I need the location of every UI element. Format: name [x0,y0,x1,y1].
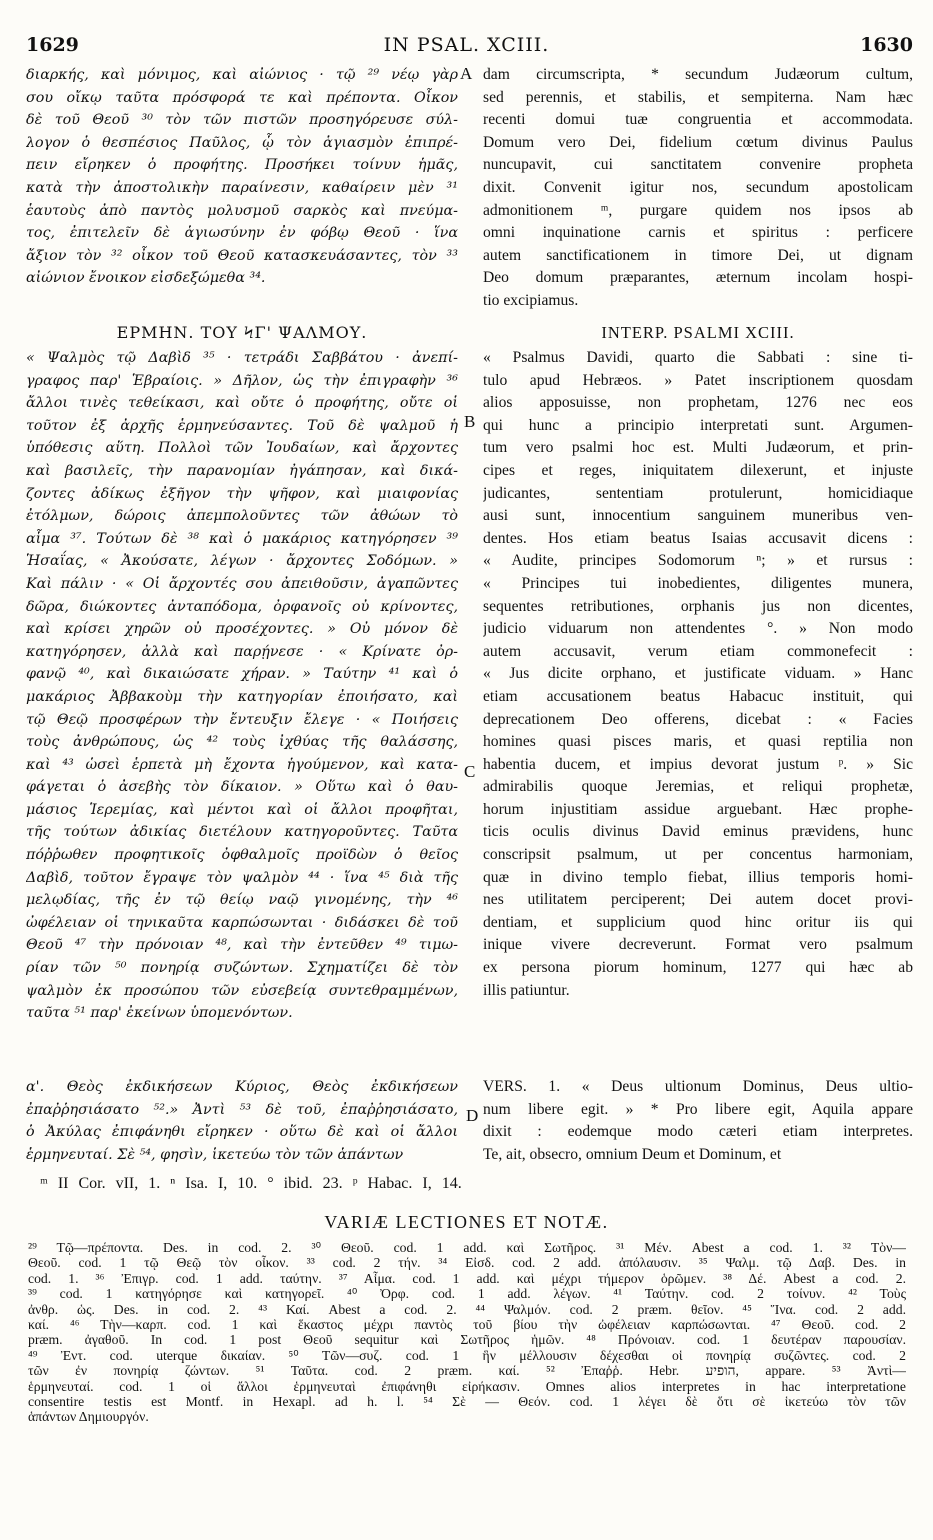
latin-text-line: tum vero psalmi hoc est. Multi Judæorum, et prin- [483,439,913,457]
variant-note-line: ²⁹ Τῷ—πρέποντα. Des. in cod. 2. ³⁰ Θεοῦ. cod. 1 add. καὶ Σωτῆρος. ³¹ Μέν. Abest a cod. 1. ³² Τὸν— [28,1240,906,1255]
latin-section-heading: INTERP. PSALMI XCIII. [601,323,795,342]
latin-text-line: autem accusavit, verum etiam commonefecit : [483,642,913,660]
greek-text-line: φανῷ ⁴⁰, καὶ δικαιώσατε χήραν. » Ταύτην ⁴¹ καὶ ὁ [26,666,458,683]
greek-text-line: καὶ κρίσει χηρῶν οὐ προσέχοντες. » Οὐ μόνον δὲ [26,621,458,638]
latin-text-line: quæ in divino templo fiebat, illius temporis homi- [483,868,913,886]
greek-text-line: λογον ὁ θεσπέσιος Παῦλος, ᾧ τὸν ἁγιασμὸν ἐπιπρέ- [26,134,458,151]
variant-note-line: cod. 1. ³⁶ Ἐπιγρ. cod. 1 add. ταύτην. ³⁷ Αἷμα. cod. 1 add. καὶ μέχρι τήμερον ὁρῶμεν. ³⁸ Δέ. Abest a cod. 2. [28,1270,906,1286]
greek-text-line: καὶ ⁴³ ὡσεὶ ἑρπετὰ μὴ ἔχοντα ἡγούμενον, καὶ κατα- [26,756,458,773]
greek-text-line: δῶρα, διώκοντες ἀνταπόδομα, ὀρφανοῖς οὐ κρίνοντες, [26,598,458,615]
margin-mark-d: D [466,1106,479,1125]
latin-text-line: sequentes retributiones, orphanis jus non dicentes, [483,597,913,615]
latin-text-line: ex persona piorum hominum, 1277 qui hæc ab [483,959,913,977]
margin-mark-b: B [464,412,476,431]
variae-lectiones-title: VARIÆ LECTIONES ET NOTÆ. [324,1212,609,1232]
latin-text-line: cipes et reges, iniquitatem dilexerunt, et injuste [483,461,913,479]
greek-text-line: Θεοῦ ⁴⁷ τὴν πρόνοιαν ⁴⁸, καὶ τὴν ἐντεῦθεν ⁴⁹ τιμω- [26,937,458,954]
greek-text-line: μακάριος Ἀββακοὺμ τὴν κατηγορίαν ἐποιήσατο, καὶ [26,688,458,705]
latin-text-line: VERS. 1. « Deus ultionum Dominus, Deus ultio- [483,1078,913,1095]
latin-text-line: habentia ducem, et impius devorat justum ᵖ. » Sic [483,755,913,773]
latin-text-line: « Principes tui inobedientes, diligentes munera, [483,574,913,592]
latin-verse-block [483,1076,913,1166]
greek-text-line: ὁ Ἀκύλας ἐπιφάνηθι εἴρηκεν · οὕτω δὲ καὶ οἱ ἄλλοι [26,1124,458,1141]
variant-note-line: ³⁹ cod. 1 κατηγόρησε καὶ κατηγορεῖ. ⁴⁰ Ὀρφ. cod. 1 add. λέγων. ⁴¹ Ταύτην. cod. 2 τοίνυν. ⁴² Τοὺς [28,1286,906,1302]
page-header [20,26,913,66]
greek-text-line: Δαβὶδ, τοῦτον ἔγραψε τὸν ψαλμὸν ⁴⁴ · ἵνα ⁴⁵ διὰ τῆς [26,869,458,886]
latin-text-line: « Audite, principes Sodomorum ⁿ; » et rursus : [483,552,913,570]
running-title: IN PSAL. XCIII. [383,34,550,56]
greek-text-line: διαρκής, καὶ μόνιμος, καὶ αἰώνιος · τῷ ²⁹ νέῳ γὰρ [26,67,458,83]
greek-text-line: ἐτόλμων, δώροις ἀπεμπολοῦντες τῶν ἀθώων τὸ [26,508,458,525]
greek-text-line: μελῳδίας, τῆς ἐν τῷ θείῳ ναῷ γινομένης, τὴν ⁴⁶ [26,892,458,909]
greek-text-line: ὑπόθεσις αὕτη. Πολλοὶ τῶν Ἰουδαίων, καὶ ἄρχοντες [26,440,458,457]
page-number-right: 1630 [860,34,913,56]
latin-text-line: conscripsit psalmum, ut per concentus harmoniam, [483,846,913,864]
latin-text-line: tulo apud Hebræos. » Patet inscriptionem quosdam [483,371,913,389]
footnote-references: ᵐ II Cor. vII, 1. ⁿ Isa. I, 10. ° ibid. 23. ᵖ Habac. I, 14. [40,1175,462,1192]
greek-top-block [26,64,458,290]
latin-text-line: nuncupavit, cui sanctitatem convenire propheta [483,156,913,174]
greek-text-line: αἰώνιον ἔνοικον εἰσδεξώμεθα ³⁴. [26,270,266,287]
greek-text-line: ἐπαῤῥησιάσατο ⁵².» Ἀντὶ ⁵³ δὲ τοῦ, ἐπαῤῥησιάσατο, [26,1101,458,1118]
margin-mark-c: C [464,762,476,781]
greek-text-line: αἷμα ³⁷. Τούτων δὲ ³⁸ καὶ ὁ μακάριος κατηγόρησεν ³⁹ [26,530,458,547]
latin-text-line: num libere egit. » * Pro libere egit, Aquila appare [483,1100,913,1118]
greek-text-line: ζοντες ἀδίκως ἐξῆγον τὴν ψῆφον, καὶ μιαιφονίας [26,485,458,502]
greek-text-line: τοῦτον ἐξ ἀρχῆς ἑρμηνεύσαντες. Τοῦ δὲ ψαλμοῦ ἡ [26,417,458,434]
latin-text-line: ticis oculis divinus David eminus prævidens, hunc [483,823,913,841]
latin-text-line: Te, ait, obsecro, omnium Deum et Dominum, et [483,1145,782,1163]
latin-text-line: judicantes, sententiam protulerunt, homicidiaque [483,484,913,502]
greek-text-line: Καὶ πάλιν · « Οἱ ἄρχοντές σου ἀπειθοῦσιν, ἀγαπῶντες [26,575,458,592]
variae-notes-block [28,1240,906,1425]
latin-text-line: admonitionem ᵐ, purgare quidem nos ipsos ab [483,201,913,219]
latin-text-line: dixit. Convenit igitur nos, secundum apostolicam [483,178,913,196]
greek-main-block [26,347,458,1025]
latin-text-line: « Psalmus Davidi, quarto die Sabbati : sine ti- [483,349,913,366]
latin-text-line: homines quasi pisces maris, et quasi reptilia non [483,733,913,751]
latin-text-line: recenti domui tuæ congruentia et accommodata. [483,111,913,129]
latin-text-line: nes utilitatem perciperent; Dei autem docet provi- [483,891,913,909]
greek-text-line: Ἡσαΐας, « Ἀκούσατε, λέγων · ἄρχοντες Σοδόμων. » [26,553,458,570]
latin-text-line: sed perennis, et stabilis, et sempiterna. Nam hæc [483,88,913,106]
variant-note-line: consentire testis est Montf. in Hexapl. ad h. l. ⁵⁴ Σὲ — Θεόν. cod. 1 λέγει δὲ ὅτι σὲ ἱκετεύω τὸν τῶν [28,1393,906,1409]
greek-text-line: πόῤῥωθεν προφητικοῖς ὀφθαλμοῖς προϊδὼν ὁ θεῖος [26,847,458,864]
greek-text-line: δὲ τοῦ Θεοῦ ³⁰ τὸν τῶν πιστῶν προσηγόρευσε σύλ- [26,112,458,129]
margin-mark-a: A [460,64,473,83]
latin-text-line: dixit : eodemque modo cæteri etiam interpretes. [483,1123,913,1141]
latin-text-line: Domum vero Dei, fidelium cœtum divinus Paulus [483,133,913,151]
latin-text-line: dentes. Hos etiam beatus Isaias accusavit dicens : [483,529,913,547]
variant-note-line: præm. ἀγαθοῦ. In cod. 1 post Θεοῦ sequitur καὶ Σωτῆρος ἡμῶν. ⁴⁸ Πρόνοιαν. cod. 1 δευτέραν παρουσίαν. [28,1332,906,1348]
latin-text-line: tio excipiamus. [483,291,579,309]
latin-text-line: « Jus dicite orphano, et justificate viduam. » Hanc [483,665,913,683]
greek-text-line: γραφος παρ' Ἑβραίοις. » Δῆλον, ὡς τὴν ἐπιγραφὴν ³⁶ [26,372,458,389]
latin-text-line: autem sanctificationem in timore Dei, ut dignam [483,246,913,264]
latin-text-line: qui hunc a principio interpretati sunt. Argumen- [483,416,913,434]
greek-text-line: κατηγόρησεν, ἀλλὰ καὶ παρῄνεσε · « Κρίνατε ὀρ- [26,643,458,660]
variant-note-line: ἑρμηνευταί. cod. 1 οἱ ἄλλοι ἑρμηνευταὶ ἐπιφάνηθι εἰρήκασιν. Omnes alios interpretes in hac interpretatione [28,1378,906,1394]
greek-text-line: ἑαυτοὺς ἀπὸ παντὸς μολυσμοῦ σαρκὸς καὶ πνεύμα- [26,202,458,219]
greek-text-line: ἑρμηνευταί. Σὲ ⁵⁴, φησὶν, ἱκετεύω τὸν τῶν ἁπάντων [26,1146,404,1163]
greek-text-line: ρίαν τῶν ⁵⁰ πονηρίᾳ συζώντων. Σχηματίζει δὲ τὸν [26,960,458,977]
latin-text-line: admirabilis quoque Jeremias, et reliqui prophetæ, [483,778,913,796]
latin-text-line: horum injustitiam assidue arguebant. Hæc prophe- [483,800,913,818]
greek-text-line: « Ψαλμὸς τῷ Δαβὶδ ³⁵ · τετράδι Σαββάτου · ἀνεπί- [26,350,458,366]
greek-text-line: ψαλμὸν ἐκ προσώπου τῶν εὐσεβείᾳ συντεθραμμένων, [26,982,458,999]
greek-text-line: κατὰ τὴν ἀποστολικὴν παραίνεσιν, καθαίρειν μὲν ³¹ [26,179,458,196]
page-number-left: 1629 [26,34,79,56]
latin-text-line: judicio viduarum non attendentes °. » Non modo [483,620,913,638]
greek-text-line: α'. Θεὸς ἐκδικήσεων Κύριος, Θεὸς ἐκδικήσεων [26,1079,458,1095]
greek-text-line: τοὺς ἀνθρώπους, ὡς ⁴² τοὺς ἰχθύας τῆς θαλάσσης, [26,734,458,751]
greek-text-line: φάγεται ὁ ἀσεβὴς τὸν δίκαιον. » Οὕτω καὶ ὁ θαυ- [26,779,458,796]
greek-text-line: ἄλλοι τινὲς τεθείκασι, καὶ οὔτε ὁ προφήτης, οὔτε οἱ [26,395,458,412]
latin-text-line: etiam accusationem beatus Habacuc instituit, qui [483,687,913,705]
latin-text-line: deprecationem Deo offerens, dicebat : « Facies [483,710,913,728]
greek-text-line: ἄξιον τὸν ³² οἶκον τοῦ Θεοῦ κατασκευάσαντες, τὸν ³³ [26,247,458,264]
variant-note-line: τῶν ἐν πονηρίᾳ ζώντων. ⁵¹ Ταῦτα. cod. 2 præm. καί. ⁵² Ἐπαῤῥ. Hebr. הופיע, appare. ⁵³ Ἀντὶ— [28,1363,906,1379]
greek-text-line: σου οἴκῳ ταῦτα πρόσφορά τε καὶ πρέποντα. Οἶκον [26,89,458,106]
latin-text-line: inique vivere decreverunt. Format vero psalmum [483,936,913,954]
latin-text-line: dam circumscripta, * secundum Judæorum cultum, [483,66,913,83]
latin-text-line: omni inquinatione carnis et spiritus : perficere [483,224,913,242]
greek-text-line: τῷ Θεῷ προσφέρων τὴν ἔντευξιν ἔλεγε · « Ποιήσεις [26,711,458,728]
greek-text-line: καὶ βασιλεῖς, τὴν παρανομίαν ἠγάπησαν, καὶ δικά- [26,462,458,479]
latin-text-line: illis patiuntur. [483,981,570,999]
greek-section-heading: ΕΡΜΗΝ. ΤΟΥ ϞΓ' ΨΑΛΜΟΥ. [116,323,368,342]
latin-text-line: ausi sunt, innocentium sanguinem muneribus ven- [483,507,913,525]
variant-note-line: ⁴⁹ Ἐντ. cod. uterque δικαίαν. ⁵⁰ Τῶν—συζ. cod. 1 ἣν μέλλουσιν δέχεσθαι οἱ πονηρίᾳ συζῶντες. cod. 2 [28,1347,906,1363]
latin-text-line: alios apposuisse, non prophetam, 1276 nec eos [483,394,913,412]
greek-text-line: πειν εἴρηκεν ὁ προφήτης. Προσήκει τοίνυν ἡμᾶς, [26,157,458,174]
latin-main-block [483,347,913,1002]
greek-text-line: μάσιος Ἱερεμίας, καὶ μέντοι καὶ οἱ ἄλλοι προφῆται, [26,801,458,818]
latin-top-block [483,64,913,313]
greek-text-line: τος, ἐπιτελεῖν δὲ ἁγιωσύνην ἐν φόβῳ Θεοῦ · ἵνα [26,225,458,242]
latin-text-line: dentiam, et supplicium quod hinc oritur iis qui [483,913,913,931]
greek-text-line: ταῦτα ⁵¹ παρ' ἐκείνων ὑπομενόντων. [26,1005,293,1022]
greek-text-line: τῆς τούτων ἀδικίας διετέλουν κατηγοροῦντες. Ταῦτα [26,824,458,841]
greek-text-line: ὠφέλειαν οἱ τηνικαῦτα καρπώσωνται · διδάσκει δὲ τοῦ [26,914,458,931]
variant-note-line: ἀνθρ. ὡς. Des. in cod. 2. ⁴³ Καί. Abest a cod. 2. ⁴⁴ Ψαλμόν. cod. 2 præm. θεῖον. ⁴⁵ Ἵνα. cod. 2 add. [28,1301,906,1317]
variant-note-line: Θεοῦ. cod. 1 τῷ Θεῷ τὸν οἶκον. ³³ cod. 2 τήν. ³⁴ Εἰσδ. cod. 2 add. ἀπόλαυσιν. ³⁵ Ψαλμ. τῷ Δαβ. Des. in [28,1255,906,1271]
latin-text-line: Deo domum præparantes, æternum incolam hospi- [483,269,913,287]
greek-verse-block [26,1076,458,1166]
variant-note-line: καί. ⁴⁶ Τὴν—καρπ. cod. 1 καὶ ἕκαστος μέχρι παντὸς τοῦ βίου τὴν ὠφέλειαν καρπώσωνται. ⁴⁷ Θεοῦ. cod. 2 [28,1316,906,1332]
variant-note-line: ἁπάντων Δημιουργόν. [28,1409,149,1425]
